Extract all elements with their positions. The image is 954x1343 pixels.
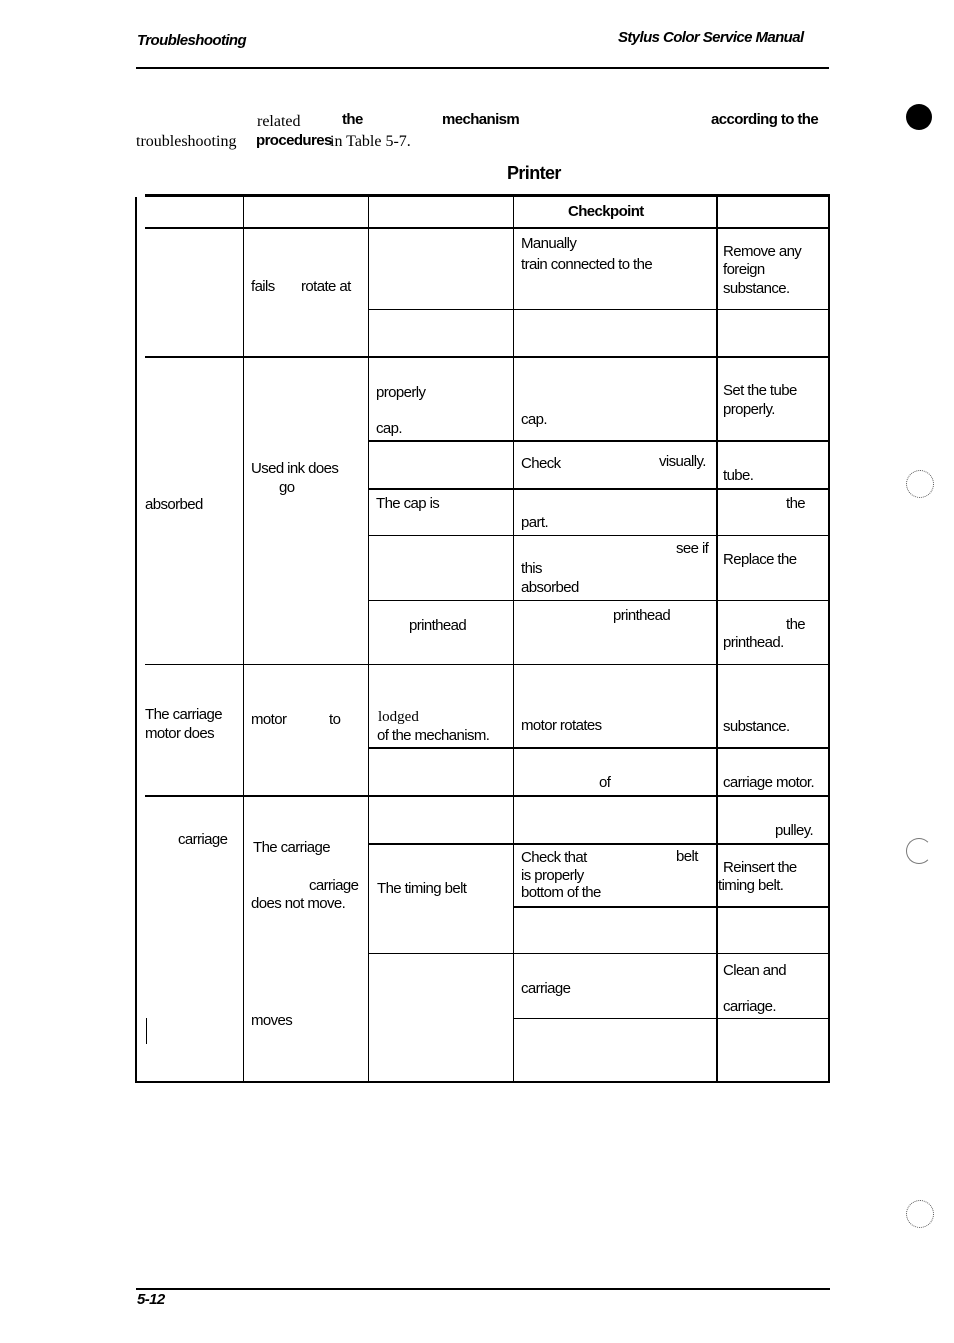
cell-text: properly. bbox=[723, 401, 775, 418]
binder-hole-icon bbox=[906, 470, 934, 498]
page-number: 5-12 bbox=[137, 1291, 165, 1308]
cell-text: of the mechanism. bbox=[377, 727, 490, 744]
cell-text: rotate at bbox=[301, 278, 351, 295]
cell-text: cap. bbox=[376, 420, 402, 437]
cell-text: Remove any bbox=[723, 243, 802, 260]
cell-text: substance. bbox=[723, 718, 790, 735]
intro-text: troubleshooting bbox=[136, 133, 237, 150]
intro-text: the bbox=[342, 111, 363, 128]
cell-text: lodged bbox=[378, 709, 419, 725]
cell-text: part. bbox=[521, 514, 549, 531]
cell-text: absorbed bbox=[521, 579, 579, 596]
cell-text: belt bbox=[676, 848, 698, 865]
intro-text: in Table 5-7. bbox=[330, 133, 411, 150]
header-manual-title: Stylus Color Service Manual bbox=[618, 29, 804, 46]
cell-text: printhead. bbox=[723, 634, 784, 651]
cell-text: motor rotates bbox=[521, 717, 602, 734]
binder-hole-icon bbox=[906, 1200, 934, 1228]
binder-hole-icon bbox=[906, 104, 932, 130]
cell-text: visually. bbox=[659, 453, 706, 470]
column-header-checkpoint: Checkpoint bbox=[568, 203, 644, 220]
cell-text: Check bbox=[521, 455, 561, 472]
footer-rule bbox=[136, 1288, 830, 1290]
cell-text: does not move. bbox=[251, 895, 346, 912]
cell-text: substance. bbox=[723, 280, 790, 297]
cell-text: Clean and bbox=[723, 962, 786, 979]
cell-text: The carriage bbox=[253, 839, 331, 856]
cell-text: properly bbox=[376, 384, 426, 401]
cell-text: moves bbox=[251, 1012, 293, 1029]
cell-text: cap. bbox=[521, 411, 547, 428]
cell-text: The timing belt bbox=[377, 880, 467, 897]
cell-text: absorbed bbox=[145, 496, 203, 513]
intro-text: procedures bbox=[256, 132, 332, 149]
cell-text: motor does bbox=[145, 725, 215, 742]
cell-text: The cap is bbox=[376, 495, 440, 512]
header-section: Troubleshooting bbox=[137, 32, 247, 49]
cell-text: bottom of the bbox=[521, 884, 601, 901]
cell-text: tube. bbox=[723, 467, 754, 484]
cell-text: see if bbox=[676, 540, 709, 557]
header-rule bbox=[136, 67, 829, 69]
cell-text: Check that bbox=[521, 849, 587, 866]
cell-text: foreign bbox=[723, 261, 765, 278]
cell-text: is properly bbox=[521, 867, 584, 884]
cell-text: Used ink does bbox=[251, 460, 339, 477]
cell-text: to bbox=[329, 711, 341, 728]
cell-text: this bbox=[521, 560, 542, 577]
table-title: Printer bbox=[507, 163, 561, 183]
cell-text: the bbox=[786, 616, 806, 633]
intro-text: according to the bbox=[711, 111, 819, 128]
intro-text: related bbox=[257, 113, 301, 130]
cell-text: motor bbox=[251, 711, 287, 728]
intro-text: mechanism bbox=[442, 111, 520, 128]
cell-text: of bbox=[599, 774, 611, 791]
cell-text: train connected to the bbox=[521, 256, 653, 273]
cell-text: carriage motor. bbox=[723, 774, 815, 791]
cell-text: Replace the bbox=[723, 551, 797, 568]
cell-text: Reinsert the bbox=[723, 859, 797, 876]
cell-text: timing belt. bbox=[718, 877, 784, 894]
cell-text: Manually bbox=[521, 235, 577, 252]
cell-text: carriage bbox=[309, 877, 359, 894]
cell-text: printhead bbox=[409, 617, 467, 634]
cell-text: Set the tube bbox=[723, 382, 797, 399]
cell-text: pulley. bbox=[775, 822, 814, 839]
cell-text: go bbox=[279, 479, 295, 496]
cell-text: carriage bbox=[178, 831, 228, 848]
cell-text: The carriage bbox=[145, 706, 223, 723]
binder-hole-icon bbox=[906, 838, 932, 864]
cell-text: carriage. bbox=[723, 998, 776, 1015]
cell-text: fails bbox=[251, 278, 275, 295]
cell-text: the bbox=[786, 495, 806, 512]
cell-text: printhead bbox=[613, 607, 671, 624]
cell-text: carriage bbox=[521, 980, 571, 997]
